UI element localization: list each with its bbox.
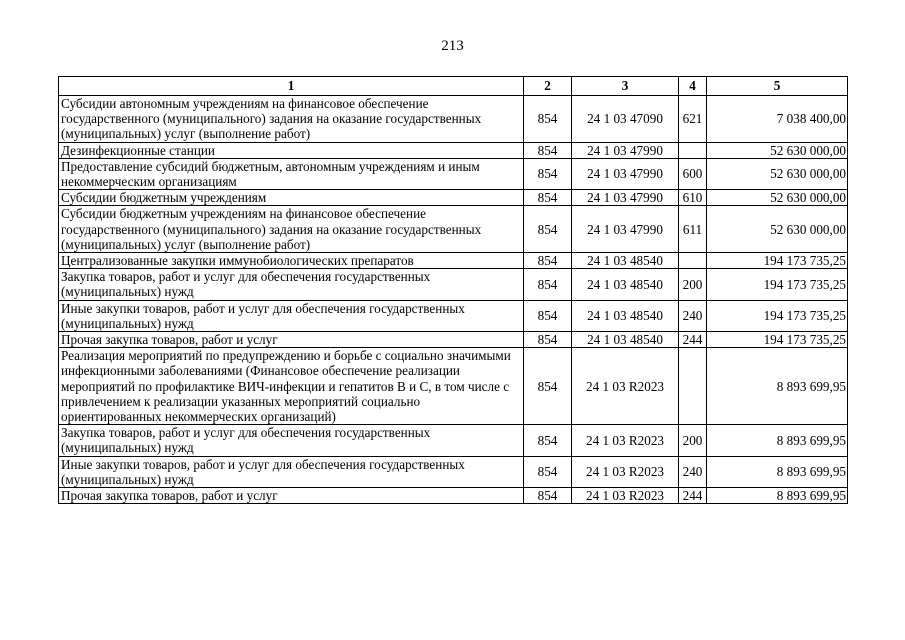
table-row [59,206,848,253]
row-name-cell: Иные закупки товаров, работ и услуг для обеспечения государственных (муниципальных) нужд [59,456,524,487]
table-row [59,142,848,158]
header-col-2: 2 [524,77,572,96]
table-row [59,190,848,206]
row-name-cell: Прочая закупка товаров, работ и услуг [59,488,524,504]
row-target-article-cell: 24 1 03 47990 [572,190,679,206]
header-row [59,77,848,96]
row-target-article-cell: 24 1 03 47990 [572,158,679,189]
header-col-5: 5 [707,77,848,96]
row-expense-type-cell: 240 [679,456,707,487]
row-expense-type-cell: 610 [679,190,707,206]
row-name-cell: Субсидии автономным учреждениям на финансовое обеспечение государственного (муниципального) задания на оказание государственных (муниципальных) услуг (выполнение работ) [59,96,524,143]
header-col-4: 4 [679,77,707,96]
row-amount-cell: 8 893 699,95 [707,456,848,487]
row-name-cell: Закупка товаров, работ и услуг для обеспечения государственных (муниципальных) нужд [59,269,524,300]
row-target-article-cell: 24 1 03 R2023 [572,348,679,425]
table-row [59,332,848,348]
row-name-cell: Субсидии бюджетным учреждениям [59,190,524,206]
row-target-article-cell: 24 1 03 48540 [572,300,679,331]
row-department-cell: 854 [524,425,572,456]
row-expense-type-cell: 621 [679,96,707,143]
table-row [59,158,848,189]
budget-table [58,76,848,504]
header-col-1: 1 [59,77,524,96]
row-expense-type-cell [679,142,707,158]
row-amount-cell: 194 173 735,25 [707,300,848,331]
row-amount-cell: 8 893 699,95 [707,488,848,504]
table-row [59,456,848,487]
row-amount-cell: 52 630 000,00 [707,206,848,253]
row-target-article-cell: 24 1 03 48540 [572,253,679,269]
row-department-cell: 854 [524,206,572,253]
row-department-cell: 854 [524,300,572,331]
table-row [59,300,848,331]
page-number: 213 [441,38,464,54]
row-department-cell: 854 [524,348,572,425]
row-expense-type-cell: 200 [679,425,707,456]
row-amount-cell: 194 173 735,25 [707,269,848,300]
row-name-cell: Иные закупки товаров, работ и услуг для обеспечения государственных (муниципальных) нужд [59,300,524,331]
row-name-cell: Дезинфекционные станции [59,142,524,158]
row-target-article-cell: 24 1 03 R2023 [572,488,679,504]
row-department-cell: 854 [524,488,572,504]
row-amount-cell: 194 173 735,25 [707,332,848,348]
row-amount-cell: 52 630 000,00 [707,158,848,189]
row-department-cell: 854 [524,190,572,206]
row-amount-cell: 8 893 699,95 [707,425,848,456]
row-department-cell: 854 [524,253,572,269]
table-row [59,488,848,504]
row-expense-type-cell: 611 [679,206,707,253]
row-department-cell: 854 [524,456,572,487]
row-expense-type-cell: 600 [679,158,707,189]
row-target-article-cell: 24 1 03 47990 [572,206,679,253]
row-target-article-cell: 24 1 03 48540 [572,269,679,300]
row-name-cell: Субсидии бюджетным учреждениям на финансовое обеспечение государственного (муниципального) задания на оказание государственных (муниципальных) услуг (выполнение работ) [59,206,524,253]
row-department-cell: 854 [524,96,572,143]
row-target-article-cell: 24 1 03 48540 [572,332,679,348]
row-target-article-cell: 24 1 03 R2023 [572,425,679,456]
row-name-cell: Прочая закупка товаров, работ и услуг [59,332,524,348]
row-name-cell: Централизованные закупки иммунобиологических препаратов [59,253,524,269]
table-row [59,96,848,143]
row-amount-cell: 52 630 000,00 [707,142,848,158]
row-department-cell: 854 [524,269,572,300]
table-body [59,96,848,504]
header-col-3: 3 [572,77,679,96]
table-row [59,253,848,269]
row-name-cell: Предоставление субсидий бюджетным, автономным учреждениям и иным некоммерческим организациям [59,158,524,189]
row-department-cell: 854 [524,142,572,158]
table-row [59,425,848,456]
row-target-article-cell: 24 1 03 47090 [572,96,679,143]
table-row [59,348,848,425]
row-expense-type-cell: 200 [679,269,707,300]
row-name-cell: Реализация мероприятий по предупреждению и борьбе с социально значимыми инфекционными заболеваниями (Финансовое обеспечение реализации мероприятий по профилактике ВИЧ-инфекции и гепатитов В и С, в том числе с привлечением к реализации указанных мероприятий социально ориентированных некоммерческих организаций) [59,348,524,425]
table-row [59,269,848,300]
row-name-cell: Закупка товаров, работ и услуг для обеспечения государственных (муниципальных) нужд [59,425,524,456]
row-amount-cell: 194 173 735,25 [707,253,848,269]
row-amount-cell: 52 630 000,00 [707,190,848,206]
row-amount-cell: 8 893 699,95 [707,348,848,425]
row-amount-cell: 7 038 400,00 [707,96,848,143]
row-expense-type-cell [679,348,707,425]
row-expense-type-cell [679,253,707,269]
row-target-article-cell: 24 1 03 47990 [572,142,679,158]
row-target-article-cell: 24 1 03 R2023 [572,456,679,487]
row-expense-type-cell: 244 [679,488,707,504]
row-expense-type-cell: 244 [679,332,707,348]
row-expense-type-cell: 240 [679,300,707,331]
row-department-cell: 854 [524,332,572,348]
row-department-cell: 854 [524,158,572,189]
